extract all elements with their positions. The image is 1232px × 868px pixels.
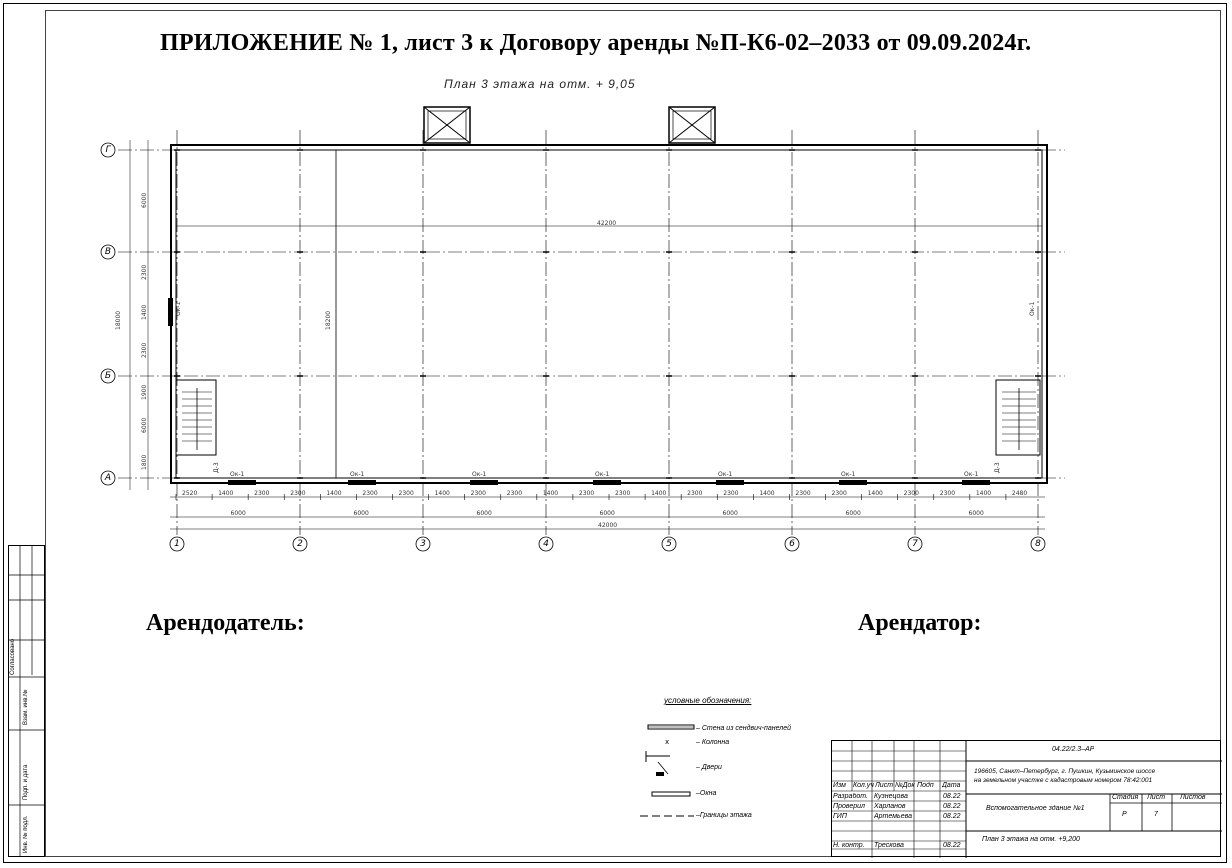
dim-total-length: 42000 — [598, 522, 618, 529]
axis-label-col-6: 6 — [789, 539, 795, 549]
sheet-label: Лист — [1147, 794, 1166, 801]
plan-label: План 3 этажа на отм. + 9,05 — [444, 77, 636, 91]
dim-span-1: 6000 — [230, 510, 246, 517]
dim-chain-23: 1400 — [975, 490, 992, 497]
axis-label-col-5: 5 — [666, 539, 672, 549]
window-mark-bottom-1: Ок-1 — [230, 471, 245, 478]
legend-item-floor-boundary: –Границы этажа — [696, 812, 752, 819]
dim-chain-10: 2300 — [506, 490, 523, 497]
date-developer: 08.22 — [943, 793, 961, 800]
dim-left-1: 6000 — [141, 192, 148, 208]
axis-label-row-3: Б — [104, 371, 112, 381]
role-developer: Разработ. — [833, 793, 868, 800]
window-mark-bottom-7: Ок-1 — [964, 471, 979, 478]
dim-inner-length: 42200 — [597, 220, 617, 227]
dim-chain-3: 2300 — [254, 490, 270, 497]
doc-code: 04.22/2.3–АР — [1052, 746, 1095, 753]
legend-title: условные обозначения: — [664, 696, 752, 705]
name-gip: Артемьева — [874, 813, 912, 820]
name-checker: Харланов — [874, 803, 906, 810]
window-bottom-2 — [348, 480, 376, 485]
hdr-sign: Подп — [917, 782, 934, 789]
side-sign-date: Подп. и дата — [23, 764, 29, 800]
dim-left-5: 1900 — [141, 384, 148, 400]
tenant-label: Арендатор: — [858, 610, 982, 636]
inner-wall — [176, 150, 1042, 478]
landlord-label: Арендодатель: — [146, 610, 305, 636]
dim-chain-20: 1400 — [867, 490, 883, 497]
date-checker: 08.22 — [943, 803, 961, 810]
window-mark-bottom-3: Ок-1 — [472, 471, 487, 478]
axis-label-col-2: 2 — [297, 539, 303, 549]
legend-window-symbol — [652, 792, 690, 796]
dim-chain-13: 2300 — [615, 490, 631, 497]
axis-label-col-8: 8 — [1035, 539, 1041, 549]
sheet-title: План 3 этажа на отм. +9,200 — [982, 836, 1080, 843]
role-gip: ГИП — [833, 813, 847, 820]
window-bottom-3 — [470, 480, 498, 485]
legend-item-doors: – Двери — [696, 764, 722, 771]
legend — [640, 696, 830, 826]
document-title: ПРИЛОЖЕНИЕ № 1, лист 3 к Договору аренды №П-К6-02–2033 от 09.09.2024г. — [160, 30, 1032, 56]
role-checker: Проверил — [833, 803, 865, 810]
dim-span-5: 6000 — [722, 510, 738, 517]
legend-column-symbol: x — [665, 738, 670, 746]
window-bottom-7 — [962, 480, 990, 485]
building-name: Вспомогательное здание №1 — [986, 805, 1085, 812]
hdr-doc: №Док — [895, 782, 915, 789]
dim-chain-8: 1400 — [434, 490, 450, 497]
legend-item-wall: – Стена из сендвич-панелей — [696, 725, 792, 732]
outer-wall — [171, 145, 1047, 483]
dim-chain-12: 2300 — [578, 490, 595, 497]
sheets-label: Листов — [1180, 794, 1206, 801]
window-mark-bottom-2: Ок-1 — [350, 471, 365, 478]
dim-span-7: 6000 — [968, 510, 984, 517]
dim-span-6: 6000 — [845, 510, 861, 517]
dim-chain-9: 2300 — [470, 490, 486, 497]
hdr-list: Лист — [875, 782, 894, 789]
dim-span-4: 6000 — [599, 510, 615, 517]
axis-label-col-1: 1 — [174, 539, 180, 549]
dim-chain-11: 1400 — [542, 490, 559, 497]
door-mark-right: Д-3 — [994, 462, 1001, 473]
dim-chain-2: 1400 — [218, 490, 234, 497]
window-bottom-1 — [228, 480, 256, 485]
hdr-date: Дата — [942, 782, 961, 789]
dim-chain-18: 2300 — [795, 490, 811, 497]
window-mark-bottom-4: Ок-1 — [595, 471, 610, 478]
name-developer: Кузнецова — [874, 793, 908, 800]
dim-chain-1: 2520 — [182, 490, 198, 497]
date-norm-control: 08.22 — [943, 842, 961, 849]
hdr-kol: Кол.уч — [853, 782, 874, 789]
staircase-left — [176, 380, 216, 455]
address-line-2: на земельном участке с кадастровым номером 78:42:001 — [974, 777, 1153, 784]
side-stamp — [8, 545, 45, 857]
dim-chain-17: 1400 — [759, 490, 775, 497]
axis-label-row-4: А — [104, 473, 112, 483]
address-line-1: 196605, Санкт–Петербург, г. Пушкин, Кузьминское шоссе — [974, 768, 1156, 775]
date-gip: 08.22 — [943, 813, 961, 820]
dim-chain-21: 2300 — [903, 490, 919, 497]
dim-total-width: 18000 — [115, 310, 122, 330]
dim-left-3: 1400 — [141, 304, 148, 320]
axis-label-col-3: 3 — [420, 539, 426, 549]
stage-label: Стадия — [1112, 794, 1139, 801]
window-bottom-5 — [716, 480, 744, 485]
staircase-right — [996, 380, 1040, 455]
dim-chain-6: 2300 — [362, 490, 378, 497]
dim-inner-width: 18200 — [325, 310, 332, 330]
dim-chain-5: 1400 — [326, 490, 342, 497]
name-norm-control: Трескова — [874, 842, 904, 849]
window-mark-left: Ок-1 — [175, 301, 182, 316]
side-inv-no: Инв. № подл. — [23, 815, 29, 853]
window-mark-bottom-5: Ок-1 — [718, 471, 733, 478]
window-mark-right: Ок-1 — [1029, 301, 1036, 316]
dim-span-3: 6000 — [476, 510, 492, 517]
axis-label-col-7: 7 — [912, 539, 918, 549]
door-mark-left: Д-3 — [213, 462, 220, 473]
dim-left-7: 1800 — [141, 454, 148, 470]
window-bottom-6 — [839, 480, 867, 485]
title-block — [831, 740, 1221, 857]
axis-label-col-4: 4 — [543, 539, 549, 549]
window-left-wall — [168, 298, 173, 326]
window-mark-bottom-6: Ок-1 — [841, 471, 856, 478]
dim-left-4: 2300 — [141, 342, 148, 358]
role-norm-control: Н. контр. — [833, 842, 865, 849]
dim-chain-19: 2300 — [831, 490, 847, 497]
dim-chain-15: 2300 — [687, 490, 703, 497]
dim-chain-4: 2300 — [290, 490, 306, 497]
axis-label-row-2: В — [104, 247, 112, 257]
dim-left-6: 6000 — [141, 417, 148, 433]
stage-value: Р — [1122, 811, 1127, 818]
dim-left-2: 2300 — [141, 264, 148, 280]
legend-item-windows: –Окна — [696, 790, 717, 797]
dim-chain-14: 1400 — [651, 490, 667, 497]
sheet-value: 7 — [1154, 811, 1158, 818]
hdr-izm: Изм — [833, 782, 846, 789]
side-approved: Согласовано — [10, 638, 16, 675]
axis-label-row-1: Г — [105, 145, 111, 155]
dim-chain-7: 2300 — [398, 490, 414, 497]
side-replaced-inv: Взам. инв.№ — [23, 689, 29, 725]
dim-chain-16: 2300 — [723, 490, 739, 497]
dim-chain-22: 2300 — [939, 490, 956, 497]
window-bottom-4 — [593, 480, 621, 485]
dim-chain-24: 2480 — [1011, 490, 1028, 497]
legend-item-column: – Колонна — [696, 739, 730, 746]
dim-span-2: 6000 — [353, 510, 369, 517]
